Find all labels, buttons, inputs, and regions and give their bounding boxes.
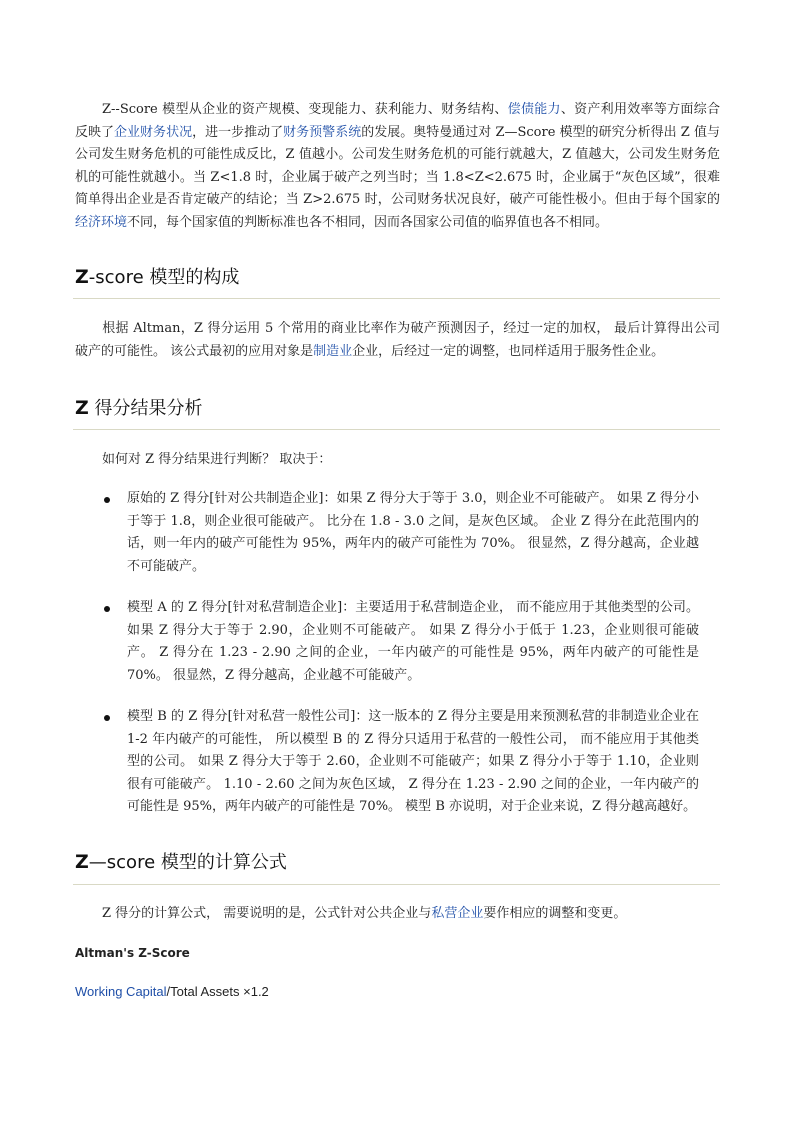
formula-text-2: 要作相应的调整和变更。 — [483, 906, 627, 921]
intro-text-1: Z--Score 模型从企业的资产规模、变现能力、获利能力、财务结构、 — [102, 102, 508, 117]
formula-text-1: Z 得分的计算公式， 需要说明的是，公式针对公共企业与 — [102, 906, 432, 921]
link-working-capital[interactable]: Working Capital — [75, 984, 167, 999]
composition-text-1: 根据 Altman，Z 得分运用 5 个常用的商业比率作为破产预测因子，经过一定的加权， 最后计算得出公司破产的可能性。 该公式最初的应用对象是 — [75, 321, 720, 359]
link-financial-status[interactable]: 企业财务状况 — [114, 124, 193, 140]
altman-z-score-subheading: Altman's Z-Score — [75, 946, 190, 960]
heading-text: —score 模型的计算公式 — [88, 852, 287, 873]
heading-text: -score 模型的构成 — [88, 267, 240, 288]
heading-z-letter: Z — [75, 851, 89, 873]
formula-line — [75, 984, 269, 999]
section-heading-analysis — [75, 394, 720, 420]
section-divider — [73, 429, 720, 430]
intro-paragraph — [75, 99, 720, 235]
link-economic-environment[interactable]: 经济环境 — [75, 214, 128, 230]
composition-paragraph — [75, 318, 720, 363]
bullet-dot — [104, 715, 110, 721]
section-heading-composition — [75, 263, 720, 289]
link-debt-paying-ability[interactable]: 偿债能力 — [507, 102, 561, 117]
bullet-dot — [104, 497, 110, 503]
heading-z-letter: Z — [75, 266, 89, 288]
intro-text-4: 的发展。奥特曼通过对 Z—Score 模型的研究分析得出 Z 值与公司发生财务危机的可能性成反比，Z 值越小。公司发生财务危机的可能行就越大，Z 值越大，公司发生财务危机的可能性就越小。当 Z<1.8 时，企业属于破产之列当时；当 1.8<Z<2.675 时，企业属于“灰色区域”，很难简单得出企业是否肯定破产的结论；当 Z>2.675 时，公司财务状况良好，破产可能性极小。但由于每个国家的 — [75, 124, 720, 208]
heading-z-letter: Z — [75, 397, 89, 419]
link-manufacturing[interactable]: 制造业 — [313, 343, 353, 359]
list-item: 原始的 Z 得分[针对公共制造企业]：如果 Z 得分大于等于 3.0，则企业不可能破产。 如果 Z 得分小于等于 1.8，则企业很可能破产。 比分在 1.8 - 3.0 之间，是灰色区域。 企业 Z 得分在此范围内的话，则一年内的破产可能性为 95%，两年内的破产可能性为 70%。 很显然，Z 得分越高，企业越不可能破产。 — [127, 491, 699, 574]
composition-text-2: 企业，后经过一定的调整，也同样适用于服务性企业。 — [352, 343, 665, 359]
section-heading-formula — [75, 848, 720, 874]
intro-text-2: 、资产利用效率等方面综合反映了 — [75, 102, 720, 140]
heading-text: 得分结果分析 — [88, 398, 203, 419]
formula-rest-text: /Total Assets ×1.2 — [166, 984, 269, 999]
section-divider — [73, 298, 720, 299]
section-divider — [73, 884, 720, 885]
link-private-enterprise[interactable]: 私营企业 — [431, 906, 484, 921]
formula-paragraph — [75, 903, 720, 926]
analysis-lead — [75, 449, 720, 472]
analysis-lead-text: 如何对 Z 得分结果进行判断？ 取决于： — [102, 452, 332, 467]
list-item: 模型 A 的 Z 得分[针对私营制造企业]：主要适用于私营制造企业， 而不能应用于其他类型的公司。 如果 Z 得分大于等于 2.90，企业则不可能破产。 如果 Z 得分小于低于 1.23，企业则很可能破产。 Z 得分在 1.23 - 2.90 之间的企业，一年内破产的可能性是 95%，两年内破产的可能性是 70%。 很显然，Z 得分越高，企业越不可能破产。 — [127, 600, 699, 683]
list-item: 模型 B 的 Z 得分[针对私营一般性公司]：这一版本的 Z 得分主要是用来预测私营的非制造业企业在 1-2 年内破产的可能性， 所以模型 B 的 Z 得分只适用于私营的一般性公司， 而不能应用于其他类型的公司。 如果 Z 得分大于等于 2.60，企业则不可能破产；如果 Z 得分小于等于 1.10，企业则很有可能破产。 1.10 - 2.60 之间为灰色区域， Z 得分在 1.23 - 2.90 之间的企业，一年内破产的可能性是 95%，两年内破产的可能性是 70%。 模型 B 亦说明，对于企业来说，Z 得分越高越好。 — [127, 709, 699, 815]
link-financial-warning-system[interactable]: 财务预警系统 — [283, 124, 362, 140]
intro-text-3: ，进一步推动了 — [192, 124, 284, 140]
intro-text-5: 不同，每个国家值的判断标准也各不相同，因而各国家公司值的临界值也各不相同。 — [127, 214, 609, 230]
bullet-dot — [104, 606, 110, 612]
